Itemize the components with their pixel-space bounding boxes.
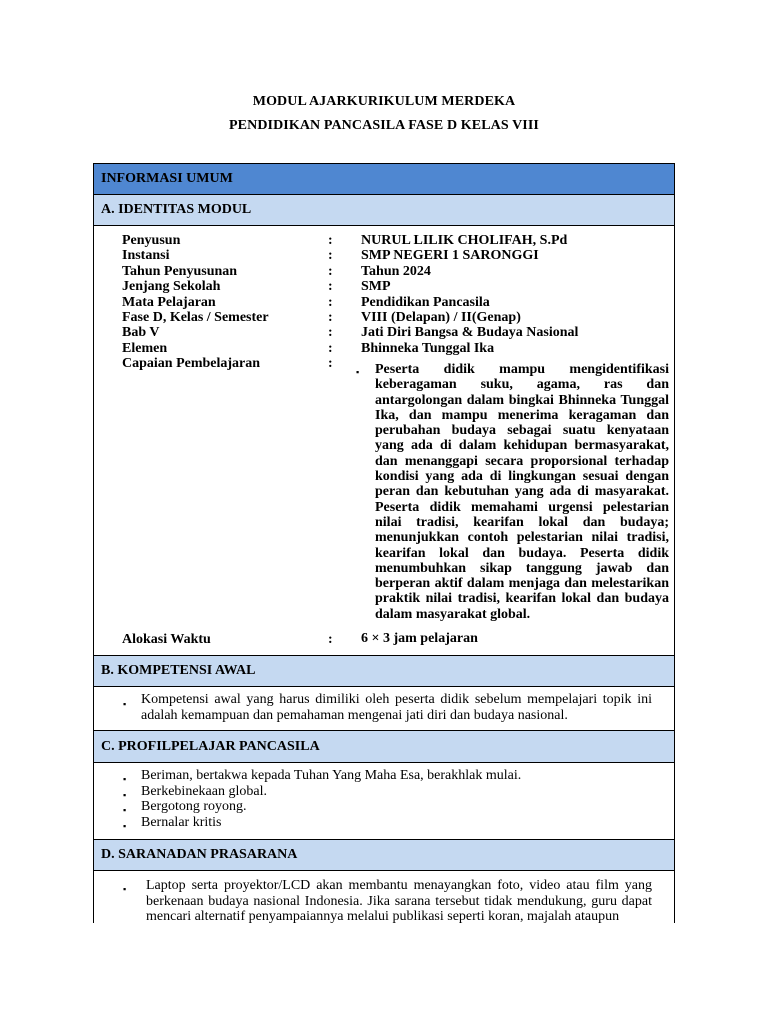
identity-value: NURUL LILIK CHOLIFAH, S.Pd: [361, 233, 568, 248]
bullet-icon: ▪: [123, 774, 127, 784]
module-info-table: [93, 163, 675, 923]
section-header-label: INFORMASI UMUM: [101, 171, 233, 186]
identity-label: Bab V: [122, 325, 160, 340]
identity-label: Jenjang Sekolah: [122, 279, 221, 294]
identity-row: [94, 279, 674, 295]
section-header-sarana-prasarana: [94, 840, 674, 871]
identity-colon: :: [328, 310, 333, 325]
identity-value: SMP: [361, 279, 391, 294]
profil-pelajar-cell: [94, 763, 674, 840]
identity-value: Jati Diri Bangsa & Budaya Nasional: [361, 325, 579, 340]
sarana-prasarana-text: Laptop serta proyektor/LCD akan membantu menayangkan foto, video atau film yang berkenaan budaya nasional Indonesia. Jika sarana tersebut tidak mendukung, guru dapat mencari alternatif penyampaiannya melalui publikasi seperti koran, majalah ataupun: [146, 878, 652, 923]
section-header-label: A. IDENTITAS MODUL: [101, 202, 252, 217]
list-item: Berkebinekaan global.: [141, 784, 267, 799]
sarana-prasarana-cell: [94, 871, 674, 923]
identity-colon: :: [328, 279, 333, 294]
identity-value: VIII (Delapan) / II(Genap): [361, 310, 521, 325]
identity-colon: :: [328, 233, 333, 248]
section-header-profil-pelajar: [94, 731, 674, 763]
document-subtitle: PENDIDIKAN PANCASILA FASE D KELAS VIII: [229, 118, 539, 133]
identity-colon: :: [328, 325, 333, 340]
identity-row: [94, 310, 674, 326]
identity-label: Penyusun: [122, 233, 181, 248]
section-header-label: D. SARANADAN PRASARANA: [101, 847, 298, 862]
identity-colon: :: [328, 356, 333, 371]
identity-colon: :: [328, 632, 333, 647]
bullet-icon: ▪: [123, 884, 127, 894]
bullet-icon: ▪: [123, 805, 127, 815]
identity-value: Bhinneka Tunggal Ika: [361, 341, 495, 356]
section-header-identitas-modul: [94, 195, 674, 226]
bullet-icon: ▪: [123, 821, 127, 831]
section-header-informasi-umum: [94, 164, 674, 195]
bullet-icon: ▪: [123, 790, 127, 800]
identity-value: Tahun 2024: [361, 264, 431, 279]
section-header-kompetensi-awal: [94, 656, 674, 687]
section-header-label: B. KOMPETENSI AWAL: [101, 663, 256, 678]
list-item: Bernalar kritis: [141, 815, 222, 830]
identity-row: [94, 295, 674, 311]
identitas-modul-cell: [94, 226, 674, 656]
identity-label: Tahun Penyusunan: [122, 264, 238, 279]
capaian-pembelajaran-text: Peserta didik mampu mengidentifikasi keberagaman suku, agama, ras dan antargolongan dalam bingkai Bhinneka Tunggal Ika, dan mampu menerima keragaman dan perubahan budaya sebagai suatu kenyataan yang ada di dalam kehidupan bermasyarakat, dan menanggapi secara proporsional terhadap kondisi yang ada di lingkungan sesuai dengan peran dan kebutuhan yang ada di masyarakat. Peserta didik memahami urgensi pelestarian nilai tradisi, kearifan lokal dan budaya; menunjukkan contoh pelestarian nilai tradisi, kearifan lokal dan budaya. Peserta didik menumbuhkan sikap tanggung jawab dan berperan aktif dalam menjaga dan melestarikan praktik nilai tradisi, kearifan lokal dan budaya dalam masyarakat global.: [375, 362, 669, 622]
identity-label: Elemen: [122, 341, 168, 356]
identity-row: [94, 233, 674, 249]
identity-colon: :: [328, 264, 333, 279]
identity-row: [94, 325, 674, 341]
identity-colon: :: [328, 248, 333, 263]
identity-label: Mata Pelajaran: [122, 295, 216, 310]
identity-value: SMP NEGERI 1 SARONGGI: [361, 248, 539, 263]
kompetensi-awal-text: Kompetensi awal yang harus dimiliki oleh peserta didik sebelum mempelajari topik ini adalah kemampuan dan pemahaman mengenai jati diri dan budaya nasional.: [141, 692, 652, 723]
section-header-label: C. PROFILPELAJAR PANCASILA: [101, 738, 320, 754]
identity-colon: :: [328, 295, 333, 310]
identity-label: Alokasi Waktu: [122, 632, 211, 647]
identity-row: [94, 248, 674, 264]
identity-row: [94, 264, 674, 280]
alokasi-value: 6 × 3 jam pelajaran: [361, 631, 478, 646]
identity-colon: :: [328, 341, 333, 356]
bullet-icon: ▪: [356, 367, 360, 377]
list-item: Beriman, bertakwa kepada Tuhan Yang Maha Esa, berakhlak mulai.: [141, 768, 522, 783]
identity-label: Instansi: [122, 248, 170, 263]
identity-label: Fase D, Kelas / Semester: [122, 310, 269, 325]
bullet-icon: ▪: [123, 699, 127, 709]
identity-label: Capaian Pembelajaran: [122, 356, 261, 371]
list-item: Bergotong royong.: [141, 799, 247, 814]
identity-value: Pendidikan Pancasila: [361, 295, 490, 310]
document-title: MODUL AJARKURIKULUM MERDEKA: [252, 94, 516, 109]
kompetensi-awal-cell: [94, 687, 674, 731]
identity-row: [94, 341, 674, 357]
